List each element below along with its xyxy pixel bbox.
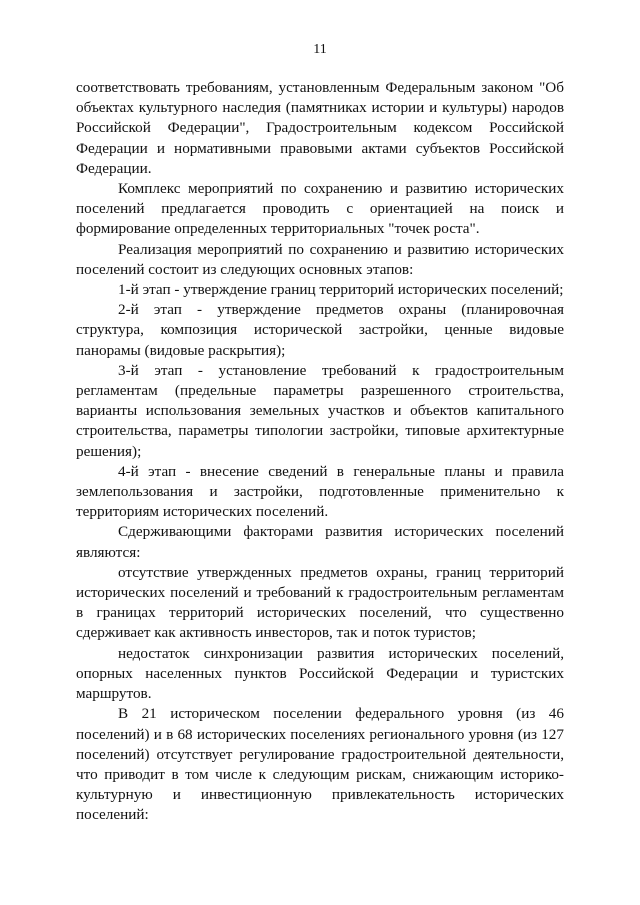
paragraph: В 21 историческом поселении федерального уровня (из 46 поселений) и в 68 исторических поселениях регионального уровня (из 127 поселений) отсутствует регулирование градостроительной деятельности, что приводит в том числе к следующим рискам, снижающим историко-культурную и инвестиционную привлекательность исторических поселений: <box>76 705 564 824</box>
paragraph: Реализация мероприятий по сохранению и развитию исторических поселений состоит из следующих основных этапов: <box>76 240 564 278</box>
paragraph: недостаток синхронизации развития исторических поселений, опорных населенных пунктов Российской Федерации и туристских маршрутов. <box>76 644 564 703</box>
paragraph: соответствовать требованиям, установленным Федеральным законом "Об объектах культурного наследия (памятниках истории и культуры) народов Российской Федерации", Градостроительным кодексом Российской Федерации и нормативными правовыми актами субъектов Российской Федерации. <box>76 79 564 177</box>
paragraph: отсутствие утвержденных предметов охраны, границ территорий исторических поселений и требований к градостроительным регламентам в границах территорий исторических поселений, что существенно сдерживает как активность инвесторов, так и поток туристов; <box>76 563 564 642</box>
paragraph: 1-й этап - утверждение границ территорий исторических поселений; <box>118 281 564 299</box>
paragraph: Комплекс мероприятий по сохранению и развитию исторических поселений предлагается проводить с ориентацией на поиск и формирование определенных территориальных "точек роста". <box>76 180 564 238</box>
paragraph: 2-й этап - утверждение предметов охраны (планировочная структура, композиция исторической застройки, ценные видовые панорамы (видовые раскрытия); <box>76 301 564 359</box>
paragraph: 3-й этап - установление требований к градостроительным регламентам (предельные параметры разрешенного строительства, варианты использования земельных участков и объектов капитального строительства, параметры типологии застройки, типовые архитектурные решения); <box>76 361 564 460</box>
paragraph: Сдерживающими факторами развития исторических поселений являются: <box>76 523 564 561</box>
page-number: 11 <box>313 42 327 57</box>
paragraph: 4-й этап - внесение сведений в генеральные планы и правила землепользования и застройки, подготовленные применительно к территориям исторических поселений. <box>76 462 564 521</box>
document-body <box>76 78 564 826</box>
